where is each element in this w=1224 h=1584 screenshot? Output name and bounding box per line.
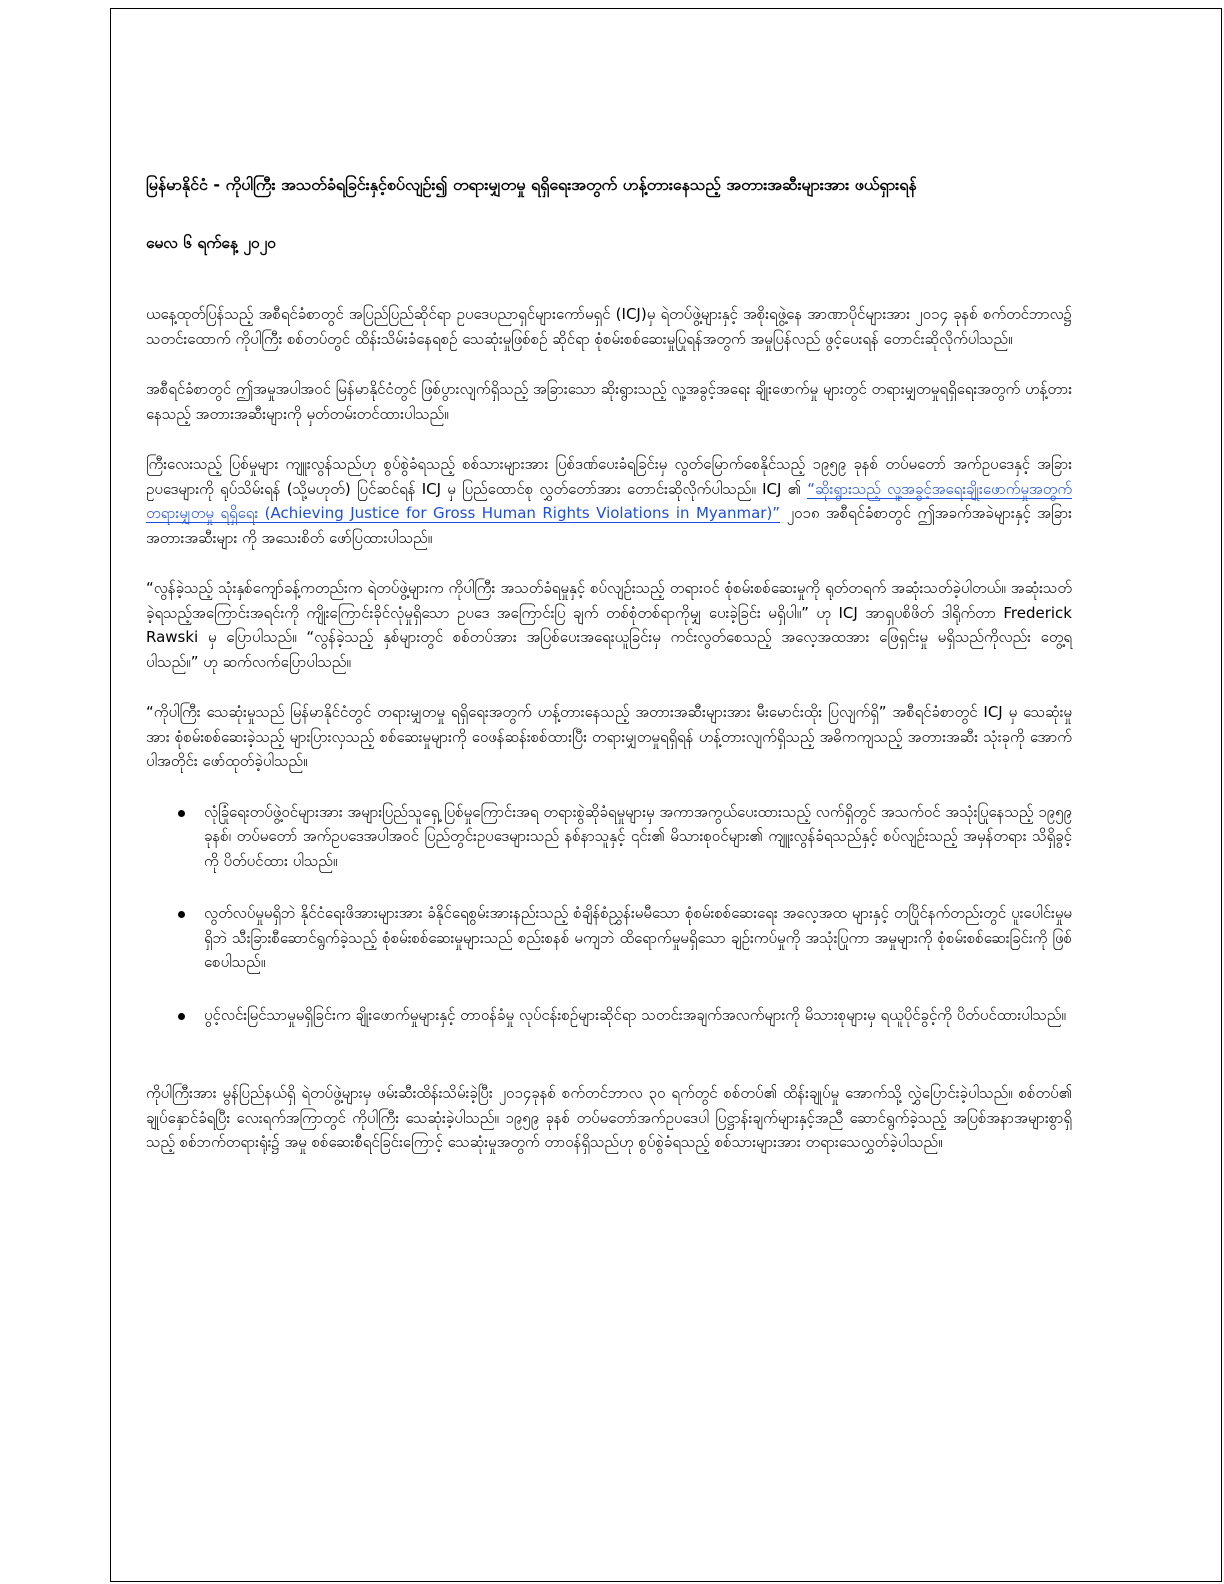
- list-item: [146, 1003, 1072, 1028]
- paragraph-3-text-after: ၂၀၁၈ အစီရင်ခံစာတွင် ဤအခက်အခဲများနှင့် အခြား အတားအဆီးများ ကို အသေးစိတ် ဖော်ပြထားပါသည်။: [146, 504, 1072, 547]
- paragraph-2: အစီရင်ခံစာတွင် ဤအမှုအပါအဝင် မြန်မာနိုင်ငံတွင် ဖြစ်ပွားလျက်ရှိသည့် အခြားသော ဆိုးရွားသည့် လူ့အခွင့်အရေး ချိုးဖောက်မှု များတွင် တရားမျှတမှုရရှိရေးအတွက် ဟန့်တားနေသည့် အတားအဆီးများကို မှတ်တမ်းတင်ထားပါသည်။: [146, 380, 1072, 423]
- paragraph-1: ယနေ့ထုတ်ပြန်သည့် အစီရင်ခံစာတွင် အပြည်ပြည်ဆိုင်ရာ ဥပဒေပညာရှင်များကော်မရှင် (ICJ)မှ ရဲတပ်ဖွဲ့များနှင့် အစိုးရဖွဲ့နေ အာဏာပိုင်များအား ၂၀၁၄ ခုနစ် စက်တင်ဘာလ၌ သတင်းထောက် ကိုပါကြီး စစ်တပ်တွင် ထိန်းသိမ်းခံနေရစဉ် သေဆုံးမှုဖြစ်စဉ် ဆိုင်ရာ စုံစမ်းစစ်ဆေးမှုပြုရန်အတွက် အမှုပြန်လည် ဖွင့်ပေးရန် တောင်းဆိုလိုက်ပါသည်။: [146, 305, 1072, 348]
- paragraph-4: “လွန်ခဲ့သည့် သုံးနှစ်ကျော်ခန့်ကတည်းက ရဲတပ်ဖွဲ့များက ကိုပါကြီး အသတ်ခံရမှုနှင့် စပ်လျဉ်းသည့် တရားဝင် စုံစမ်းစစ်ဆေးမှုကို ရုတ်တရက် အဆုံးသတ်ခဲ့ပါတယ်။ အဆုံးသတ်ခဲ့ရသည့်အကြောင်းအရင်းကို ကျိုးကြောင်းခိုင်လုံမှုရှိသော ဥပဒေ အကြောင်းပြ ချက် တစ်စုံတစ်ရာကိုမျှ ပေးခဲ့ခြင်း မရှိပါ။” ဟု ICJ အာရှပစိဖိတ် ဒါရိုက်တာ Frederick Rawski မှ ပြောပါသည်။ “လွန်ခဲ့သည့် နှစ်များတွင် စစ်တပ်အား အပြစ်ပေးအရေးယူခြင်းမှ ကင်းလွတ်စေသည့် အလေ့အထအား ဖြေရှင်းမှု မရှိသည်ကိုလည်း တွေ့ရ ပါသည်။” ဟု ဆက်လက်ပြောပါသည်။: [146, 579, 1072, 671]
- report-link[interactable]: “ဆိုးရွားသည့် လူ့အခွင့်အရေးချိုးဖောက်မှုအတွက် တရားမျှတမှု ရရှိရေး (Achieving Justice for Gross Human Rights Violations in Myanmar)”: [146, 479, 1072, 522]
- paragraph-3: [146, 452, 1072, 550]
- list-item: [146, 901, 1072, 975]
- list-item: [146, 800, 1072, 874]
- paragraph-3-text-before: ကြီးလေးသည့် ပြစ်မှုများ ကျူးလွန်သည်ဟု စွပ်စွဲခံရသည့် စစ်သားများအား ပြစ်ဒဏ်ပေးခံရခြင်းမှ လွတ်မြောက်စေနိုင်သည့် ၁၉၅၉ ခုနစ် တပ်မတော် အက်ဥပဒေနှင့် အခြား ဥပဒေများကို ရုပ်သိမ်းရန် (သို့မဟုတ်) ပြင်ဆင်ရန် ICJ မှ ပြည်ထောင်စု လွှတ်တော်အား တောင်းဆိုလိုက်ပါသည်။ ICJ ၏: [146, 455, 1072, 498]
- bullet-icon: [178, 1013, 185, 1020]
- obstacles-list: [146, 800, 1072, 1028]
- document-title: မြန်မာနိုင်ငံ - ကိုပါကြီး အသတ်ခံရခြင်းနှင့်စပ်လျဉ်း၍ တရားမျှတမှု ရရှိရေးအတွက် ဟန့်တားနေသည့် အတားအဆီးများအား ဖယ်ရှားရန်: [146, 175, 917, 194]
- document-date: မေလ ၆ ရက်နေ့ ၂၀၂၀: [146, 234, 276, 252]
- paragraph-5: “ကိုပါကြီး သေဆုံးမှုသည် မြန်မာနိုင်ငံတွင် တရားမျှတမှု ရရှိရေးအတွက် ဟန့်တားနေသည့် အတားအဆီးများအား မီးမောင်းထိုး ပြလျက်ရှိ” အစီရင်ခံစာတွင် ICJ မှ သေဆုံးမှုအား စုံစမ်းစစ်ဆေးခဲ့သည့် များပြားလှသည့် စစ်ဆေးမှုများကို ဝေဖန်ဆန်းစစ်ထားပြီး တရားမျှတမှုရရှိရန် ဟန့်တားလျက်ရှိသည့် အဓိကကျသည့် အတားအဆီး သုံးခုကို အောက်ပါအတိုင်း ဖော်ထုတ်ခဲ့ပါသည်။: [146, 703, 1072, 770]
- list-item-text: ပွင့်လင်းမြင်သာမှုမရှိခြင်းက ချိုးဖောက်မှုများနှင့် တာဝန်ခံမှု လုပ်ငန်းစဉ်များဆိုင်ရာ သတင်းအချက်အလက်များကို မိသားစုများမှ ရယူပိုင်ခွင့်ကို ပိတ်ပင်ထားပါသည်။: [204, 1005, 1066, 1024]
- list-item-text: လုံခြုံရေးတပ်ဖွဲ့ဝင်များအား အများပြည်သူရှေ့ ပြစ်မှုကြောင်းအရ တရားစွဲဆိုခံရမှုများမှ အကာအကွယ်ပေးထားသည့် လက်ရှိတွင် အသက်ဝင် အသုံးပြုနေသည့် ၁၉၅၉ ခုနစ်၊ တပ်မတော် အက်ဥပဒေအပါအဝင် ပြည်တွင်းဥပဒေများသည် နစ်နာသူနှင့် ၎င်း၏ မိသားစုဝင်များ၏ ကျူးလွန်ခံရသည်နှင့် စပ်လျဉ်းသည့် အမှန်တရား သိရှိခွင့်ကို ပိတ်ပင်ထား ပါသည်။: [204, 802, 1072, 870]
- final-paragraph: ကိုပါကြီးအား မွန်ပြည်နယ်ရှိ ရဲတပ်ဖွဲ့များမှ ဖမ်းဆီးထိန်းသိမ်းခဲ့ပြီး ၂၀၁၄ခုနစ် စက်တင်ဘာလ ၃၀ ရက်တွင် စစ်တပ်၏ ထိန်းချုပ်မှု အောက်သို့ လွှဲပြောင်းခဲ့ပါသည်။ စစ်တပ်၏ ချုပ်နှောင်ခံရပြီး လေးရက်အကြာတွင် ကိုပါကြီး သေဆုံးခဲ့ပါသည်။ ၁၉၅၉ ခုနစ် တပ်မတော်အက်ဥပဒေပါ ပြဋ္ဌာန်းချက်များနှင့်အညီ ဆောင်ရွက်ခဲ့သည့် အပြစ်အနာအများစွာရှိသည့် စစ်ဘက်တရားရုံး၌ အမှု စစ်ဆေးစီရင်ခြင်းကြောင့် သေဆုံးမှုအတွက် တာဝန်ရှိသည်ဟု စွပ်စွဲခံရသည့် စစ်သားများအား တရားသေလွှတ်ခဲ့ပါသည်။: [146, 1084, 1072, 1151]
- bullet-icon: [178, 911, 185, 918]
- list-item-text: လွတ်လပ်မှုမရှိဘဲ နိုင်ငံရေးဖိအားများအား ခံနိုင်ရေစွမ်းအားနည်းသည့် စံချိန်စံညွှန်းမမီသော စုံစမ်းစစ်ဆေးရေး အလေ့အထ များနှင့် တပြိုင်နက်တည်းတွင် ပူးပေါင်းမှုမရှိဘဲ သီးခြားစီဆောင်ရွက်ခဲ့သည့် စုံစမ်းစစ်ဆေးမှုများသည် စည်းစနစ် မကျဘဲ ထိရောက်မှုမရှိသော ချဉ်းကပ်မှုကို အသုံးပြုကာ အမှုများကို စုံစမ်းစစ်ဆေးခြင်းကို ဖြစ်စေပါသည်။: [204, 904, 1072, 971]
- bullet-icon: [178, 810, 185, 817]
- document-body: [146, 172, 1072, 1181]
